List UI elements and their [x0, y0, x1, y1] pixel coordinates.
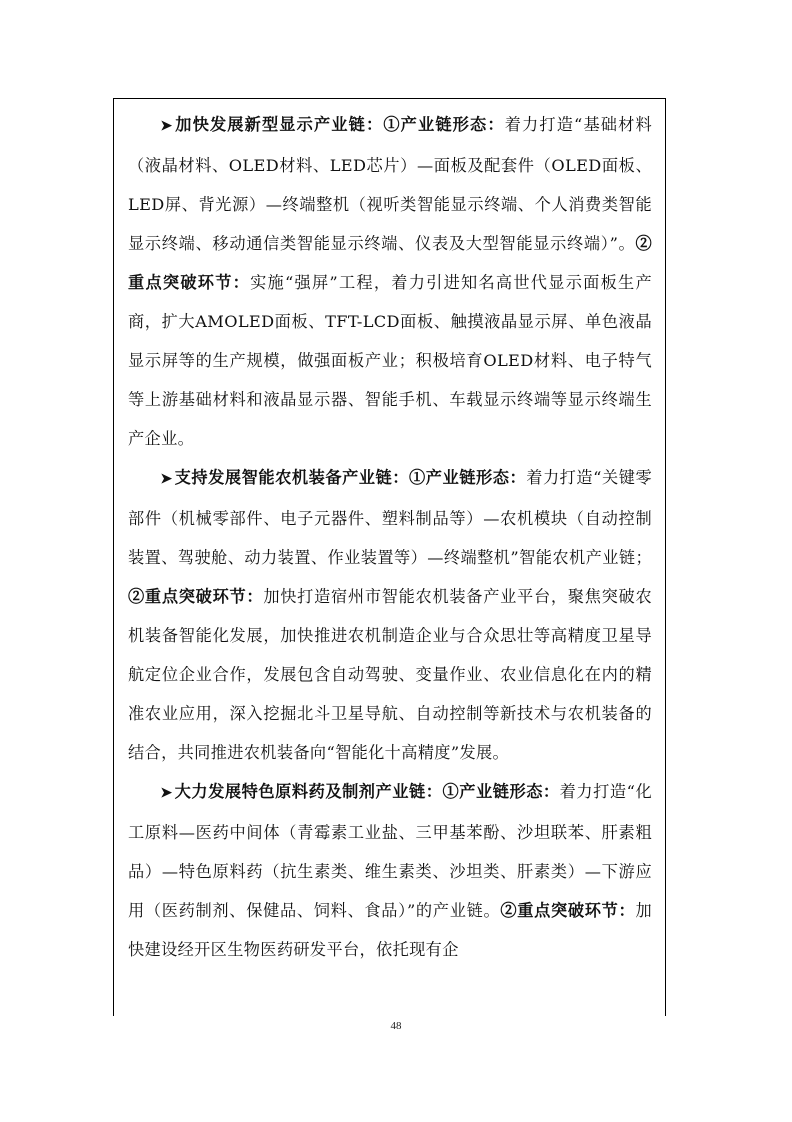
chain-form-label: ①产业链形态： [409, 468, 527, 487]
arrow-bullet-icon: ➤ [160, 471, 173, 487]
section-heading: 加快发展新型显示产业链： [174, 115, 384, 134]
section-display-industry [128, 105, 652, 458]
chain-form-text: 着力打造“关键零部件（机械零部件、电子元器件、塑料制品等）—农机模块（自动控制装置、驾驶舱、动力装置、作业装置等）—终端整机”智能农机产业链； [128, 468, 652, 567]
breakthrough-text: 加快建设经开区生物医药研发平台，依托现有企 [128, 901, 652, 959]
breakthrough-label: ②重点突破环节： [128, 234, 652, 292]
breakthrough-text: 加快打造宿州市智能农机装备产业平台，聚焦突破农机装备智能化发展，加快推进农机制造企业与合众思壮等高精度卫星导航定位企业合作，发展包含自动驾驶、变量作业、农业信息化在内的精准农业应用，深入挖掘北斗卫星导航、自动控制等新技术与农机装备的结合，共同推进农机装备向“智能化十高精度”发展。 [128, 587, 652, 762]
chain-form-label: ①产业链形态： [442, 782, 560, 801]
breakthrough-label: ②重点突破环节： [500, 901, 636, 920]
breakthrough-text: 实施“强屏”工程，着力引进知名高世代显示面板生产商，扩大AMOLED面板、TFT-LCD面板、触摸液晶显示屏、单色液晶显示屏等的生产规模，做强面板产业；积极培育OLED材料、电子特气等上游基础材料和液晶显示器、智能手机、车载显示终端等显示终端生产企业。 [128, 273, 653, 448]
arrow-bullet-icon: ➤ [160, 785, 173, 801]
chain-form-label: ①产业链形态： [383, 115, 505, 134]
arrow-bullet-icon: ➤ [160, 118, 173, 134]
chain-form-text: 着力打造“基础材料（液晶材料、OLED材料、LED芯片）—面板及配套件（OLED面板、LED屏、背光源）—终端整机（视听类智能显示终端、个人消费类智能显示终端、移动通信类智能显示终端、仪表及大型智能显示终端）”。 [128, 115, 653, 253]
section-pharma [128, 772, 652, 969]
page-number: 48 [390, 1020, 402, 1032]
section-agri-machinery [128, 458, 652, 772]
section-heading: 支持发展智能农机装备产业链： [174, 468, 410, 487]
breakthrough-label: ②重点突破环节： [128, 587, 264, 606]
chain-form-text: 着力打造“化工原料—医药中间体（青霉素工业盐、三甲基苯酚、沙坦联苯、肝素粗品）—特色原料药（抗生素类、维生素类、沙坦类、肝素类）—下游应用（医药制剂、保健品、饲料、食品）”的产业链。 [128, 782, 652, 920]
content-frame [113, 98, 666, 1016]
section-heading: 大力发展特色原料药及制剂产业链： [174, 782, 443, 801]
